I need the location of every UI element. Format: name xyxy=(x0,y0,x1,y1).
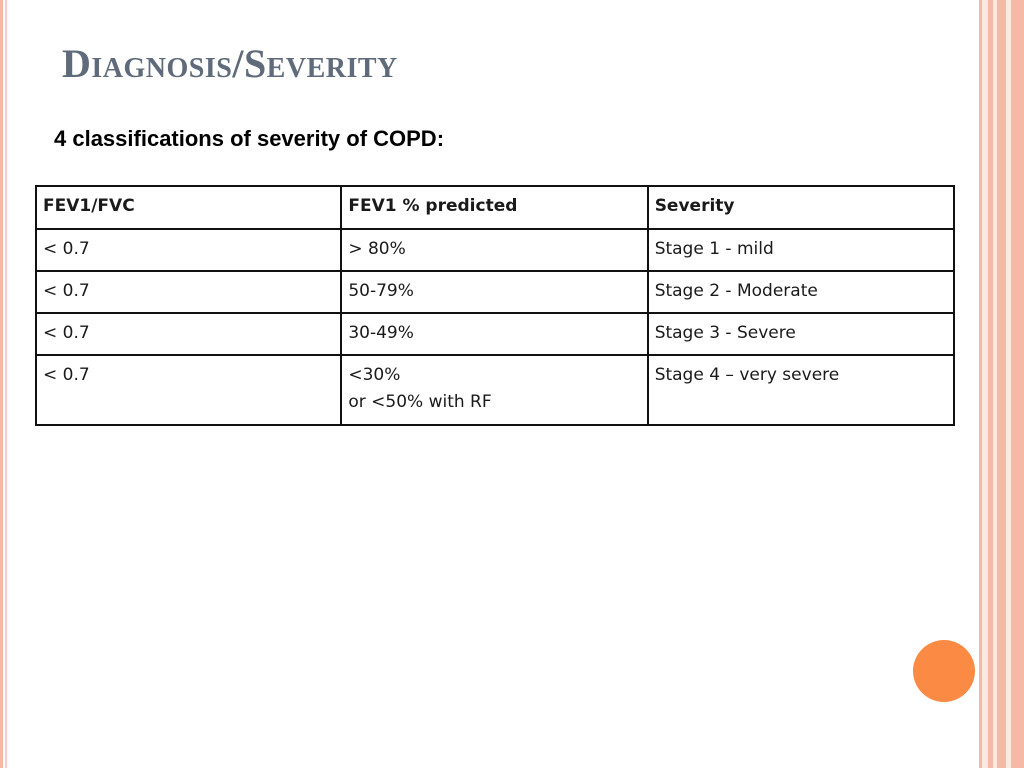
cell-severity: Stage 1 - mild xyxy=(648,229,954,271)
left-border-stripe xyxy=(0,0,3,768)
orange-circle-decoration xyxy=(913,640,975,702)
left-border-stripe-inner xyxy=(5,0,7,768)
right-border-stripe xyxy=(1011,0,1024,768)
table-row xyxy=(36,271,954,313)
right-border-stripe xyxy=(997,0,1006,768)
table-row xyxy=(36,355,954,425)
header-fev1-predicted: FEV1 % predicted xyxy=(341,186,647,229)
cell-fev1-predicted-line: or <50% with RF xyxy=(348,392,492,412)
cell-severity: Stage 3 - Severe xyxy=(648,313,954,355)
severity-table xyxy=(35,185,955,426)
cell-fev1-predicted-line: <30% xyxy=(348,365,401,385)
cell-fev1-predicted xyxy=(341,271,647,313)
header-severity: Severity xyxy=(648,186,954,229)
cell-fev1-predicted-line: > 80% xyxy=(348,239,406,259)
cell-fev1-fvc: < 0.7 xyxy=(36,313,341,355)
cell-fev1-fvc: < 0.7 xyxy=(36,271,341,313)
cell-fev1-fvc: < 0.7 xyxy=(36,355,341,425)
cell-fev1-predicted-line: 30-49% xyxy=(348,323,414,343)
cell-fev1-fvc: < 0.7 xyxy=(36,229,341,271)
cell-fev1-predicted-line: 50-79% xyxy=(348,281,414,301)
table-row xyxy=(36,313,954,355)
table-row xyxy=(36,229,954,271)
slide-title: Diagnosis/Severity xyxy=(62,41,398,86)
slide-subtitle: 4 classifications of severity of COPD: xyxy=(54,126,445,151)
cell-severity: Stage 2 - Moderate xyxy=(648,271,954,313)
cell-fev1-predicted xyxy=(341,313,647,355)
table-header-row xyxy=(36,186,954,229)
header-fev1-fvc: FEV1/FVC xyxy=(36,186,341,229)
cell-fev1-predicted xyxy=(341,355,647,425)
cell-fev1-predicted xyxy=(341,229,647,271)
cell-severity: Stage 4 – very severe xyxy=(648,355,954,425)
